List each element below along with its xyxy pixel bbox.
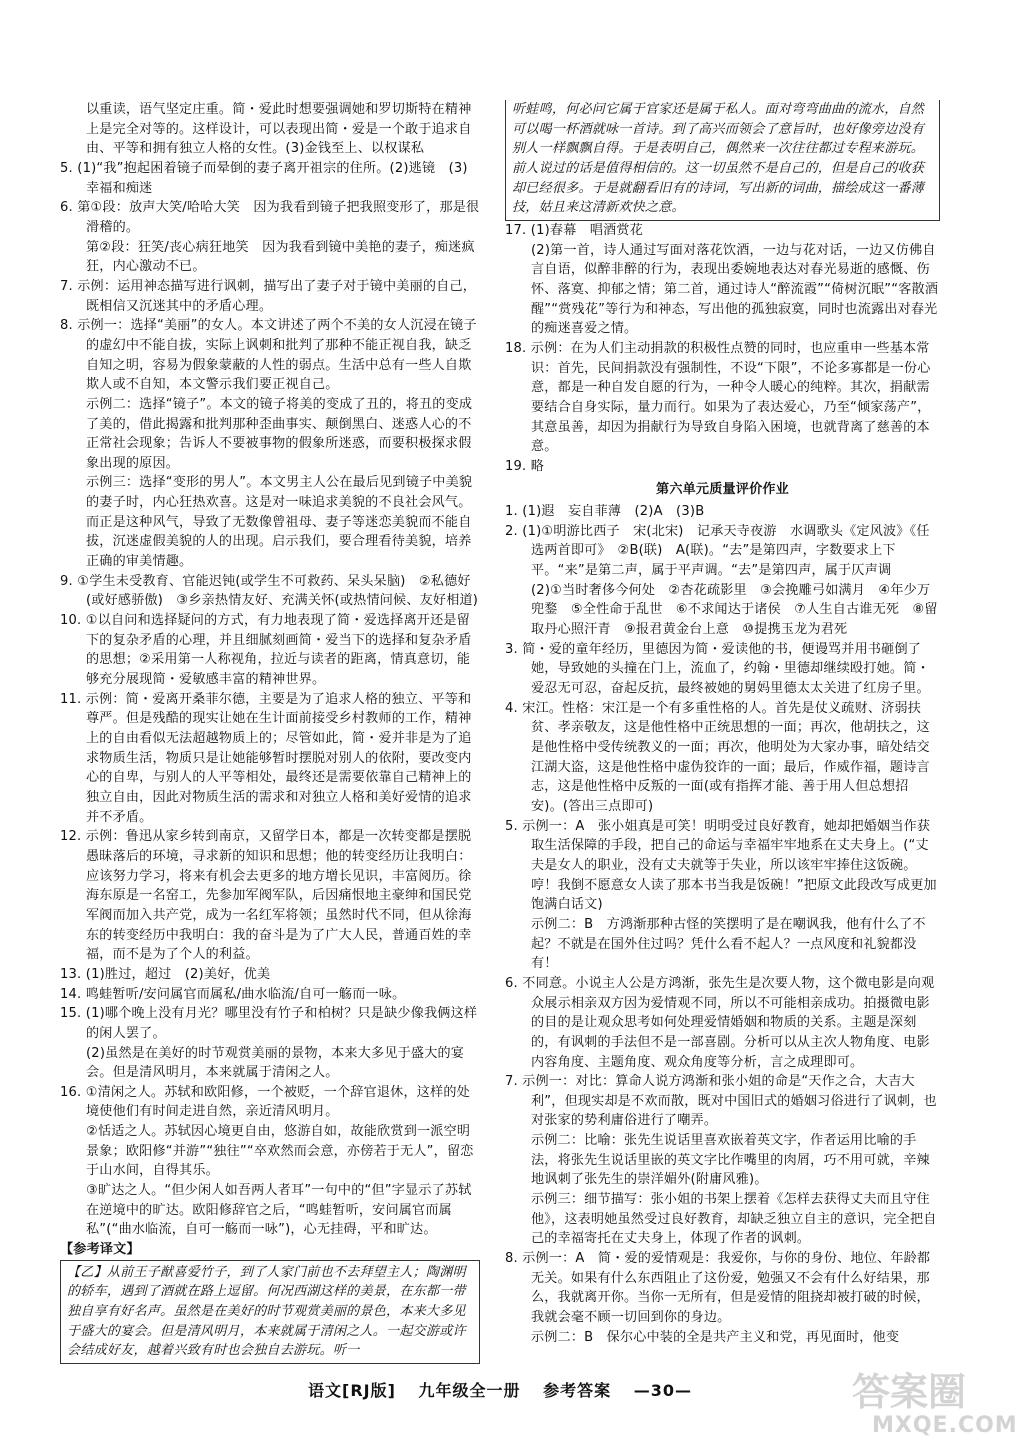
answer-paragraph: 示例三：细节描写：张小姐的书架上摆着《怎样去获得丈夫而且守住他》，这表明她虽然受过良好教育，却缺乏独立自主的意识，完全把自己的幸福寄托在丈夫身上，体现了作者的讽刺。	[531, 1192, 937, 1247]
answer-paragraph: 示例二：B 方鸿渐那种古怪的笑摆明了是在嘲讽我，他有什么了不起？不就是在国外住过吗？凭什么看不起人？一点风度和礼貌都没有！	[531, 916, 926, 972]
answer-paragraph: 18. 示例：在为人们主动捐款的积极性点赞的同时，也应重申一些基本常识：首先，民间捐款没有强制性，不设“下限”，不论多寡都是一份心意，都是一种自发自愿的行为，一种令人暖心的纯粹。其次，捐献需要结合自身实际，量力而行。如果为了表达爱心，乃至“倾家荡产”，其意虽善，却因为捐献行为导致自身陷入困境，也就背离了慈善的本意。	[505, 340, 931, 455]
left-column	[60, 100, 480, 1364]
footer-subject: 语文[RJ版]	[308, 1381, 396, 1400]
answer-paragraph: 示例二：B 保尔心中装的全是共产主义和党，再见面时，他变	[531, 1329, 900, 1345]
reference-translation-label: 【参考译文】	[60, 1242, 140, 1258]
answer-paragraph: 6. 第①段：放声大笑/哈哈大笑 因为我看到镜子把我照变形了，那是很滑稽的。	[60, 200, 480, 235]
answer-paragraph: (2)①当时奢侈今何处 ②杏花疏影里 ③会挽雕弓如满月 ④年少万兜鍪 ⑤全性命于乱世 ⑥不求闻达于诸侯 ⑦人生自古谁无死 ⑧留取丹心照汗青 ⑨报君黄金台上意 ⑩提携玉龙为君死	[531, 582, 938, 638]
right-column	[505, 100, 940, 1347]
answer-paragraph: 19. 略	[505, 458, 545, 474]
answer-paragraph: ③旷达之人。“但少闲人如吾两人者耳”一句中的“但”字显示了苏轼在逆境中的旷达。欧阳修辞官之后，“鸣蛙暂听，安问属官而属私”(“曲水临流，自可一觞而一咏”)，心无挂碍，平和旷达。	[86, 1183, 472, 1238]
reference-translation-continued: 听蛙鸣，何必问它属于官家还是属于私人。面对弯弯曲曲的流水，自然可以喝一杯酒就咏一首诗。到了高兴而领会了意旨时，也好像旁边没有别人一样飘飘自得。于是表明自己，偶然来一次往往都过专程来游玩。前人说过的话是值得相信的。这一切虽然不是自己的，但是自己的收获却已经很多。于是就翻看旧有的诗词，写出新的词曲，描绘成这一番薄技，姑且来这清新欢快之意。	[505, 100, 940, 221]
answer-paragraph: 示例二：比喻：张先生说话里喜欢嵌着英文字，作者运用比喻的手法，将张先生说话里嵌的英文字比作嘴里的肉屑，巧不用可就，辛辣地讽刺了张先生的崇洋媚外(附庸风雅)。	[531, 1133, 930, 1188]
answer-paragraph: 5. 示例一：A 张小姐真是可笑！明明受过良好教育，她却把婚姻当作获取生活保障的手段，把自己的命运与幸福牢牢地系在丈夫身上。(“丈夫是女人的职业，没有丈夫就等于失业，所以该牢牢捧住这饭碗。哼！我倒不愿意女人读了那本书当我是饭碗！”把原文此段改写成更加饱满白话文)	[505, 818, 937, 913]
answer-paragraph: 2. (1)①明游比西子 宋(北宋) 记承天寺夜游 水调歌头《定风波》《任选两首即可》 ②B(联) A(联)。“去”是第四声，字数要求上下平。“来”是第二声，属于平声调。“去”是第四声，属于仄声调	[505, 523, 930, 579]
answer-paragraph: (2)第一首，诗人通过写面对落花饮酒，一边与花对话，一边又仿佛自言自语，似醉非醉的行为，表现出委婉地表达对春光易逝的感慨、伤怀、落寞、抑郁之情；第二首，通过诗人“醉流霞”“倚树沉眠”“客散酒醒”“赏残花”等行为和神态，写出他的孤独寂寞，同时也流露出对春光的痴迷喜爱之情。	[531, 242, 939, 337]
answer-paragraph: 8. 示例一：A 简・爱的爱情观是：我爱你，与你的身份、地位、年龄都无关。如果有什么东西阻止了这份爱，勉强又不会有什么好结果，那么，我就离开你。当你一无所有，但是爱情的阻挠却被打破的时候，我就会毫不顾一切回到你的身边。	[505, 1251, 931, 1326]
watermark-text: 答案圈	[852, 1370, 967, 1414]
answer-paragraph: 1. (1)遐 妄自菲薄 (2)A (3)B	[505, 504, 705, 520]
answer-paragraph: 14. 鸣蛙暂听/安问属官而属私/曲水临流/自可一觞而一咏。	[60, 986, 406, 1002]
footer-grade: 九年级全一册	[418, 1381, 521, 1400]
footer-page-number: —30—	[633, 1381, 692, 1400]
answer-paragraph: ②恬适之人。苏轼因心境更自由，悠游自如，故能欣赏到一派空明景象；欧阳修“并游”“独往”“卒欢然而会意，亦傍若于无人”，留恋于山水间，自得其乐。	[86, 1124, 474, 1179]
answer-paragraph: (2)虽然是在美好的时节观赏美丽的景物，本来大多见于盛大的宴会。但是清风明月，本来就属于清闲之人。	[86, 1045, 465, 1081]
watermark-url: MXQE.COM	[872, 1413, 1018, 1438]
answer-paragraph: 10. ①以自问和选择疑问的方式，有力地表现了简・爱选择离开还是留下的复杂矛盾的心理，并且细腻刻画简・爱当下的选择和复杂矛盾的思想；②采用第一人称视角，拉近与读者的距离，情真意切，能够充分展现简・爱敏感丰富的精神世界。	[60, 613, 472, 688]
answer-paragraph: 16. ①清闲之人。苏轼和欧阳修，一个被贬，一个辞官退休，这样的处境使他们有时间走进自然，亲近清风明月。	[60, 1084, 470, 1120]
answer-paragraph: 以重读，语气坚定庄重。简・爱此时想要强调她和罗切斯特在精神上是完全对等的。这样设计，可以表现出简・爱是一个敢于追求自由、平等和拥有独立人格的女性。(3)金钱至上、以权谋私	[86, 102, 472, 157]
answer-paragraph: 13. (1)胜过，超过 (2)美好，优美	[60, 966, 271, 982]
answer-paragraph: 7. 示例：运用神态描写进行讽刺，描写出了妻子对于镜中美丽的自己，既相信又沉迷其中的矛盾心理。	[60, 278, 477, 314]
answer-paragraph: 17. (1)春幕 唱酒赏花	[505, 222, 643, 238]
answer-paragraph: 12. 示例：鲁迅从家乡转到南京，又留学日本，都是一次转变都是摆脱愚昧落后的环境，寻求新的知识和思想；他的转变经历让我明白：应该努力学习，将来有机会去更多的地方增长见识，丰富阅历。徐海东原是一名窑工，先参加军阀军队，后因痛恨地主豪绅和国民党军阀而加入共产党，成为一名红军将领；虽然时代不同，但从徐海东的转变经历中我明白：我的奋斗是为了广大人民，普通百姓的幸福，而不是为了个人的利益。	[60, 829, 472, 963]
answer-paragraph: 6. 不同意。小说主人公是方鸿渐，张先生是次要人物，这个微电影是向观众展示相亲双方因为爱情观不同，所以不可能相亲成功。拍摄微电影的目的是让观众思考如何处理爱情婚姻和物质的关系。主题是深刻的，有讽刺的手法但不是一部喜剧。分析可以从主次人物角度、电影内容角度、主题角度、观众角度等分析，言之成理即可。	[505, 975, 935, 1070]
answer-paragraph: 7. 示例一：对比：算命人说方鸿渐和张小姐的命是“天作之合，大吉大利”，但现实却是不欢而散，既对中国旧式的婚姻习俗进行了讽刺，也对张家的势利庸俗进行了嘲弄。	[505, 1074, 937, 1129]
answer-paragraph: 15. (1)哪个晚上没有月光？哪里没有竹子和柏树？只是缺少像我俩这样的闲人罢了。	[60, 1006, 478, 1041]
unit-title: 第六单元质量评价作业	[656, 482, 789, 498]
watermark-logo	[842, 1355, 1018, 1445]
answer-paragraph: 4. 宋江。性格：宋江是一个有多重性格的人。首先是仗义疏财、济弱扶贫、孝亲敬友，这是他性格中正统思想的一面；再次，他胡扶之，这是他性格中受传统教义的一面；再次，他明处为大家办事，暗处结交江湖大盗，这是他性格中虚伪狡诈的一面；最后，作威作福，题诗言志，这是他性格中反叛的一面(或有指挥才能、善于用人但总想招安)。(答出三点即可)	[505, 700, 930, 814]
footer-book: 参考答案	[543, 1381, 612, 1400]
answer-paragraph: 5. (1)“我”抱起困着镜子而晕倒的妻子离开祖宗的住所。(2)逃镜 (3)幸福和痴迷	[60, 160, 468, 196]
answer-paragraph: 示例三：选择“变形的男人”。本文男主人公在最后见到镜子中美貌的妻子时，内心狂热欢喜。这是对一味追求美貌的不良社会风气。而正是这种风气，导致了无数像曾祖母、妻子等迷恋美貌而不能自拔，沉迷虚假美貌的人的出现。启示我们，要合理看待美貌，培养正确的审美情趣。	[86, 475, 473, 570]
answer-paragraph: 3. 简・爱的童年经历，里德因为简・爱读他的书，便谩骂并用书砸倒了她，导致她的头撞在门上，流血了，约翰・里德却继续殴打她。简・爱忍无可忍，奋起反抗，最终被她的舅妈里德太太关进了红房子里。	[505, 641, 930, 697]
answer-paragraph: 示例二：选择“镜子”。本文的镜子将美的变成了丑的，将丑的变成了美的，借此揭露和批判那种歪曲事实、颠倒黑白、迷惑人心的不正常社会现象；告诉人不要被事物的假象所迷惑，而要积极探求假象出现的原因。	[86, 396, 473, 471]
answer-paragraph: 11. 示例：简・爱离开桑菲尔德，主要是为了追求人格的独立、平等和尊严。但是残酷的现实让她在生计面前接受乡村教师的工作，精神上的自由看似无法超越物质上的；尽管如此，简・爱并非是为了追求物质生活，物质只是让她能够暂时摆脱对别人的依附，要改变内心的自卑，与别人的人平等相处，最终还是需要依靠自己精神上的独立自由，因此对物质生活的需求和对独立人格和美好爱情的追求并不矛盾。	[60, 691, 472, 825]
answer-paragraph: 8. 示例一：选择“美丽”的女人。本文讲述了两个不美的女人沉浸在镜子的虚幻中不能自拔，实际上讽刺和批判了那种不能正视自我，缺乏自知之明，容易为假象蒙蔽的人性的弱点。生活中总有一些人自欺欺人或不自知，本文警示我们要正视自己。	[60, 318, 477, 393]
reference-translation-text: 【乙】从前王子猷喜爱竹子，到了人家门前也不去拜望主人；陶渊明的轿车，遇到了酒就在路上逗留。何况西湖这样的美景，在东都一带独自享有好名声。虽然是在美好的时节观赏美丽的景色，本来大多见于盛大的宴会。但是清风明月，本来就属于清闲之人。一起交游或许会结成好友，越着兴致有时也会独自去游玩。听一	[60, 1260, 480, 1364]
answer-paragraph: 第②段：狂笑/丧心病狂地笑 因为我看到镜中美艳的妻子，痴迷疯狂，内心激动不已。	[86, 239, 475, 275]
answer-paragraph: 9. ①学生未受教育、官能迟钝(或学生不可救药、呆头呆脑) ②私德好(或好感骄傲) ③乡亲热情友好、充满关怀(或热情问候、友好相道)	[60, 573, 479, 609]
